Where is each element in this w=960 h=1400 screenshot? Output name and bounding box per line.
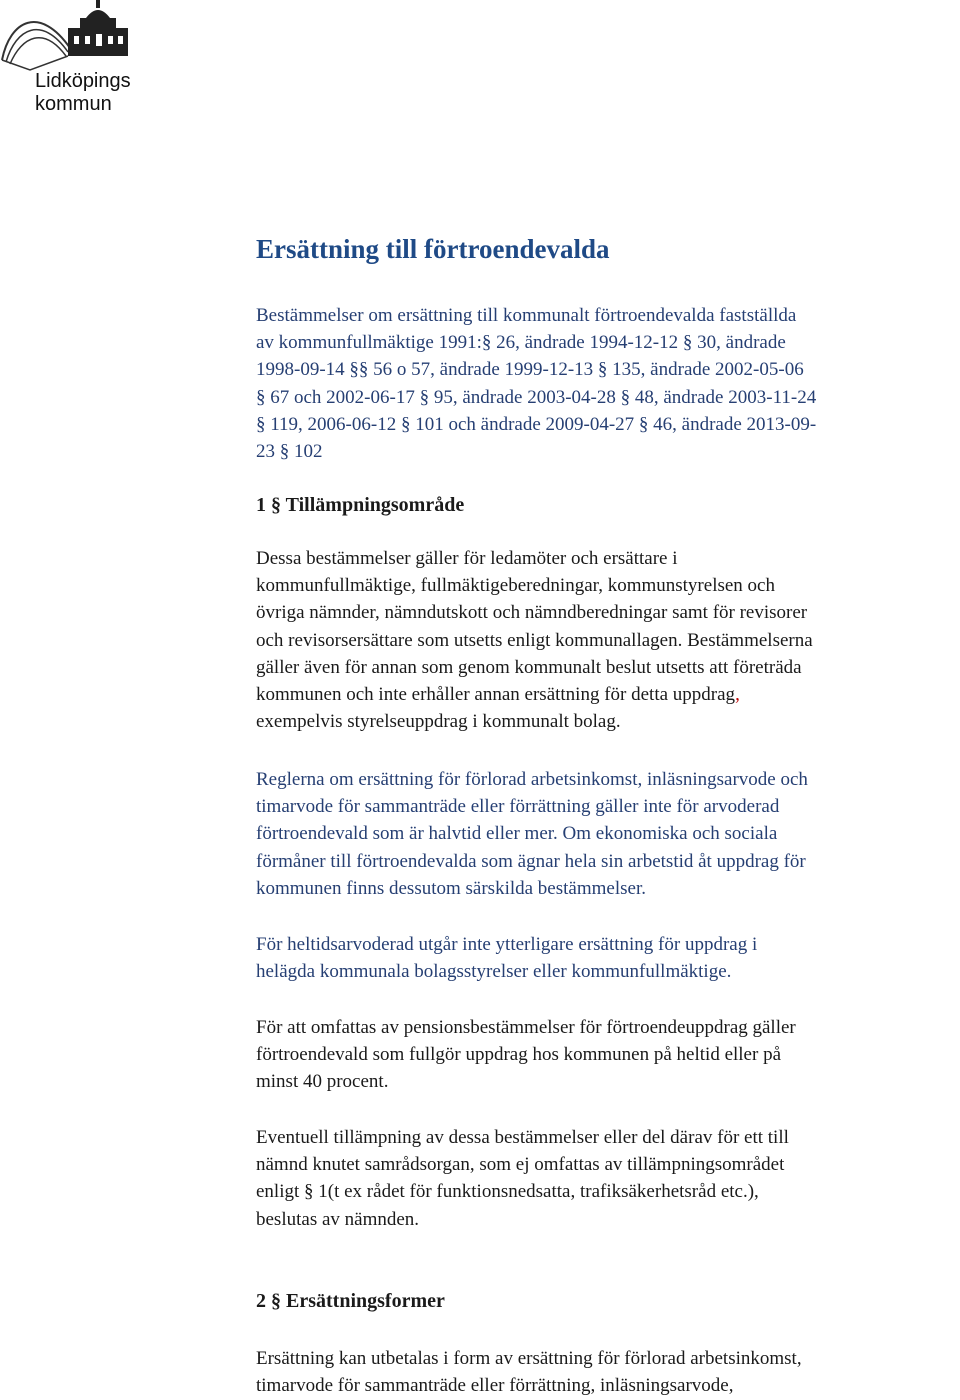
intro-line: 1998-09-14 §§ 56 o 57, ändrade 1999-12-13 § 135, ändrade 2002-05-06 xyxy=(256,359,804,381)
paragraph-line: förtroendevald som fullgör uppdrag hos kommunen på heltid eller på xyxy=(256,1044,782,1066)
paragraph-line: kommunen finns dessutom särskilda bestämmelser. xyxy=(256,877,646,899)
paragraph-line: timarvode för sammanträde eller förrättning, inläsningsarvode, xyxy=(256,1375,734,1397)
paragraph-line: helägda kommunala bolagsstyrelser eller kommunfullmäktige. xyxy=(256,961,732,983)
paragraph-line: beslutas av nämnden. xyxy=(256,1208,420,1230)
intro-line: § 67 och 2002-06-17 § 95, ändrade 2003-04-28 § 48, ändrade 2003-11-24 xyxy=(256,386,817,408)
paragraph-line: minst 40 procent. xyxy=(256,1071,389,1093)
paragraph-line: kommunfullmäktige, fullmäktigeberedningar, kommunstyrelsen och xyxy=(256,575,775,597)
paragraph-line: enligt § 1(t ex rådet för funktionsnedsatta, trafiksäkerhetsråd etc.), xyxy=(256,1181,759,1203)
intro-line: § 119, 2006-06-12 § 101 och ändrade 2009-04-27 § 46, ändrade 2013-09- xyxy=(256,413,817,435)
paragraph-line: Reglerna om ersättning för förlorad arbetsinkomst, inläsningsarvode och xyxy=(256,769,808,790)
paragraph-line: övriga nämnder, nämndutskott och nämndberedningar samt för revisorer xyxy=(256,602,808,624)
paragraph-line: För heltidsarvoderad utgår inte ytterligare ersättning för uppdrag i xyxy=(256,934,758,955)
red-comma: , xyxy=(735,684,740,706)
fulltime-paragraph xyxy=(256,931,757,985)
municipality-logo xyxy=(0,0,150,125)
intro-paragraph xyxy=(256,302,816,465)
logo-line-2: kommun xyxy=(35,93,112,115)
paragraph-line: Ersättning kan utbetalas i form av ersättning för förlorad arbetsinkomst, xyxy=(256,1348,802,1369)
section-heading-1: 1 § Tillämpningsområde xyxy=(256,494,465,516)
paragraph-line: För att omfattas av pensionsbestämmelser för förtroendeuppdrag gäller xyxy=(256,1017,796,1038)
section-heading-2: 2 § Ersättningsformer xyxy=(256,1290,445,1312)
compensation-forms-paragraph xyxy=(256,1345,802,1399)
scope-paragraph xyxy=(256,545,813,735)
application-paragraph xyxy=(256,1124,789,1233)
paragraph-line: förmåner till förtroendevalda som ägnar hela sin arbetstid åt uppdrag för xyxy=(256,850,806,872)
paragraph-line: Dessa bestämmelser gäller för ledamöter och ersättare i xyxy=(256,548,678,569)
paragraph-line: kommunen och inte erhåller annan ersättning för detta uppdrag, xyxy=(256,684,740,706)
rules-paragraph xyxy=(256,766,808,902)
intro-line: av kommunfullmäktige 1991:§ 26, ändrade 1994-12-12 § 30, ändrade xyxy=(256,332,786,354)
paragraph-line: Eventuell tillämpning av dessa bestämmelser eller del därav för ett till xyxy=(256,1127,789,1148)
document-title: Ersättning till förtroendevalda xyxy=(256,234,610,264)
paragraph-line: gäller även för annan som genom kommunalt beslut utsetts att företräda xyxy=(256,656,802,678)
paragraph-line: exempelvis styrelseuppdrag i kommunalt bolag. xyxy=(256,711,621,733)
logo-line-1: Lidköpings xyxy=(35,70,131,92)
paragraph-line: och revisorsersättare som utsetts enligt kommunallagen. Bestämmelserna xyxy=(256,629,813,651)
paragraph-line: förtroendevald som är halvtid eller mer. Om ekonomiska och sociala xyxy=(256,823,778,845)
logo-text xyxy=(35,70,131,116)
pension-paragraph xyxy=(256,1014,796,1096)
intro-line: Bestämmelser om ersättning till kommunalt förtroendevalda fastställda xyxy=(256,305,797,326)
intro-line: 23 § 102 xyxy=(256,441,323,463)
paragraph-line: timarvode för sammanträde eller förrättning gäller inte för arvoderad xyxy=(256,796,780,818)
paragraph-line: nämnd knutet samrådsorgan, som ej omfattas av tillämpningsområdet xyxy=(256,1154,785,1176)
